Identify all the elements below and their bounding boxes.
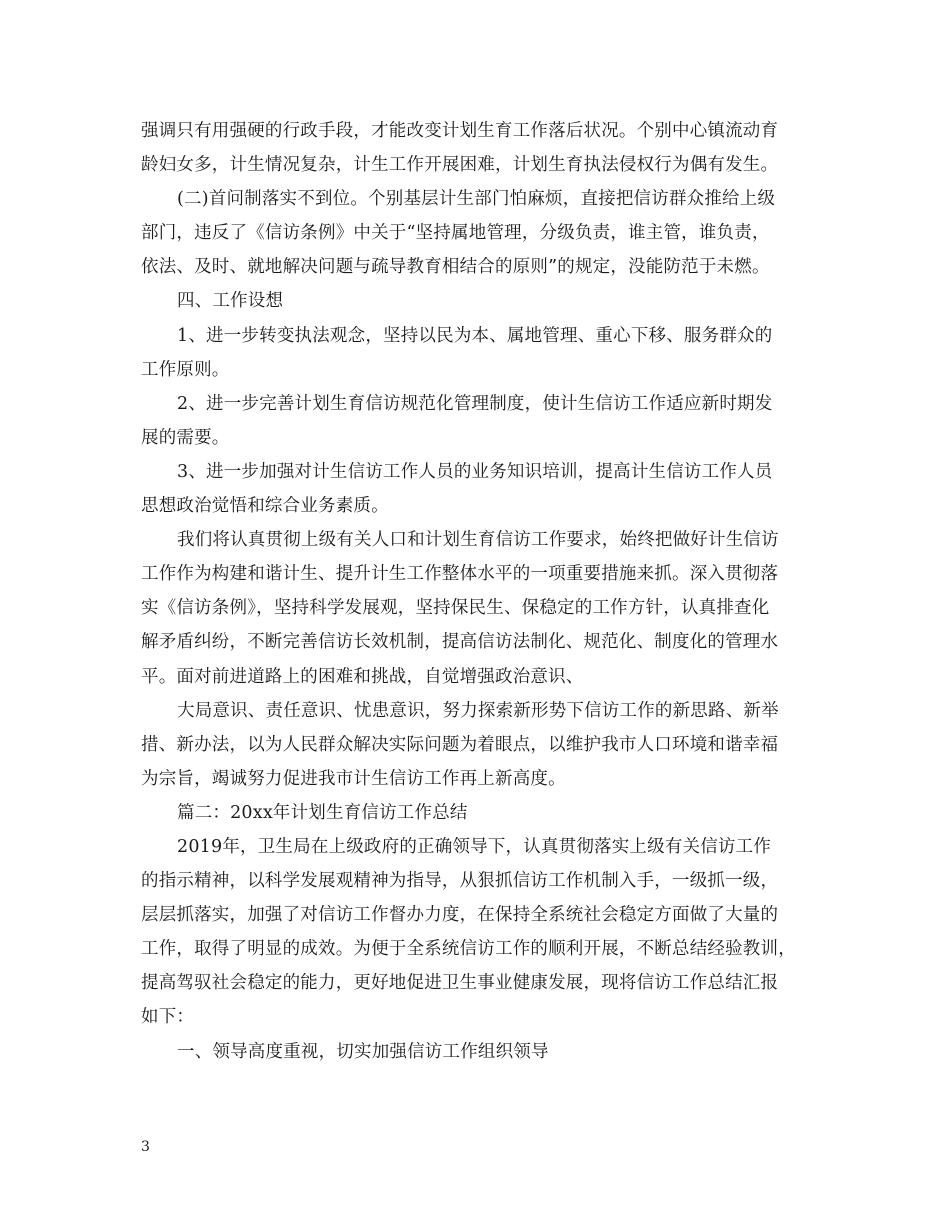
text-line: 2、进一步完善计划生育信访规范化管理制度，使计生信访工作适应新时期发 bbox=[177, 393, 773, 414]
page-number: 3 bbox=[141, 1139, 150, 1155]
text-line: 工作，取得了明显的成效。为便于全系统信访工作的顺利开展，不断总结经验教训， bbox=[141, 939, 796, 960]
text-line: 2019年，卫生局在上级政府的正确领导下，认真贯彻落实上级有关信访工作 bbox=[177, 836, 772, 857]
text-line: (二)首问制落实不到位。个别基层计生部门怕麻烦，直接把信访群众推给上级 bbox=[177, 189, 776, 210]
text-line: 解矛盾纠纷，不断完善信访长效机制，提高信访法制化、规范化、制度化的管理水 bbox=[141, 632, 779, 653]
text-line: 强调只有用强硬的行政手段，才能改变计划生育工作落后状况。个别中心镇流动育 bbox=[141, 121, 779, 141]
text-line: 我们将认真贯彻上级有关人口和计划生育信访工作要求，始终把做好计生信访 bbox=[177, 530, 779, 551]
text-line: 的指示精神，以科学发展观精神为指导，从狠抓信访工作机制入手，一级抓一级， bbox=[141, 871, 779, 892]
text-line: 大局意识、责任意识、忧患意识，努力探索新形势下信访工作的新思路、新举 bbox=[177, 700, 779, 721]
text-line: 思想政治觉悟和综合业务素质。 bbox=[141, 496, 389, 517]
text-line: 如下： bbox=[141, 1007, 195, 1028]
text-line: 实《信访条例》，坚持科学发展观，坚持保民生、保稳定的工作方针，认真排查化 bbox=[141, 598, 770, 619]
text-line: 措、新办法，以为人民群众解决实际问题为着眼点，以维护我市人口环境和谐幸福 bbox=[141, 734, 779, 755]
text-line: 1、进一步转变执法观念，坚持以民为本、属地管理、重心下移、服务群众的 bbox=[177, 325, 773, 346]
text-line: 工作作为构建和谐计生、提升计生工作整体水平的一项重要措施来抓。深入贯彻落 bbox=[141, 564, 779, 585]
text-line: 提高驾驭社会稳定的能力，更好地促进卫生事业健康发展，现将信访工作总结汇报 bbox=[141, 973, 779, 994]
text-line: 一、领导高度重视，切实加强信访工作组织领导 bbox=[177, 1041, 549, 1062]
text-line: 部门，违反了《信访条例》中关于“坚持属地管理，分级负责，谁主管，谁负责， bbox=[141, 223, 770, 244]
text-line: 平。面对前进道路上的困难和挑战，自觉增强政治意识、 bbox=[141, 666, 584, 687]
text-line: 龄妇女多，计生情况复杂，计生工作开展困难，计划生育执法侵权行为偶有发生。 bbox=[141, 155, 779, 176]
text-line: 展的需要。 bbox=[141, 427, 230, 448]
text-line: 四、工作设想 bbox=[177, 291, 284, 312]
text-line: 为宗旨，竭诚努力促进我市计生信访工作再上新高度。 bbox=[141, 768, 566, 789]
text-line: 篇二：20xx年计划生育信访工作总结 bbox=[177, 802, 468, 823]
text-line: 3、进一步加强对计生信访工作人员的业务知识培训，提高计生信访工作人员 bbox=[177, 461, 773, 482]
text-line: 工作原则。 bbox=[141, 359, 230, 380]
text-line: 层层抓落实，加强了对信访工作督办力度，在保持全系统社会稳定方面做了大量的 bbox=[141, 905, 779, 926]
text-line: 依法、及时、就地解决问题与疏导教育相结合的原则”的规定，没能防范于未燃。 bbox=[141, 257, 770, 278]
document-body bbox=[141, 114, 813, 1069]
